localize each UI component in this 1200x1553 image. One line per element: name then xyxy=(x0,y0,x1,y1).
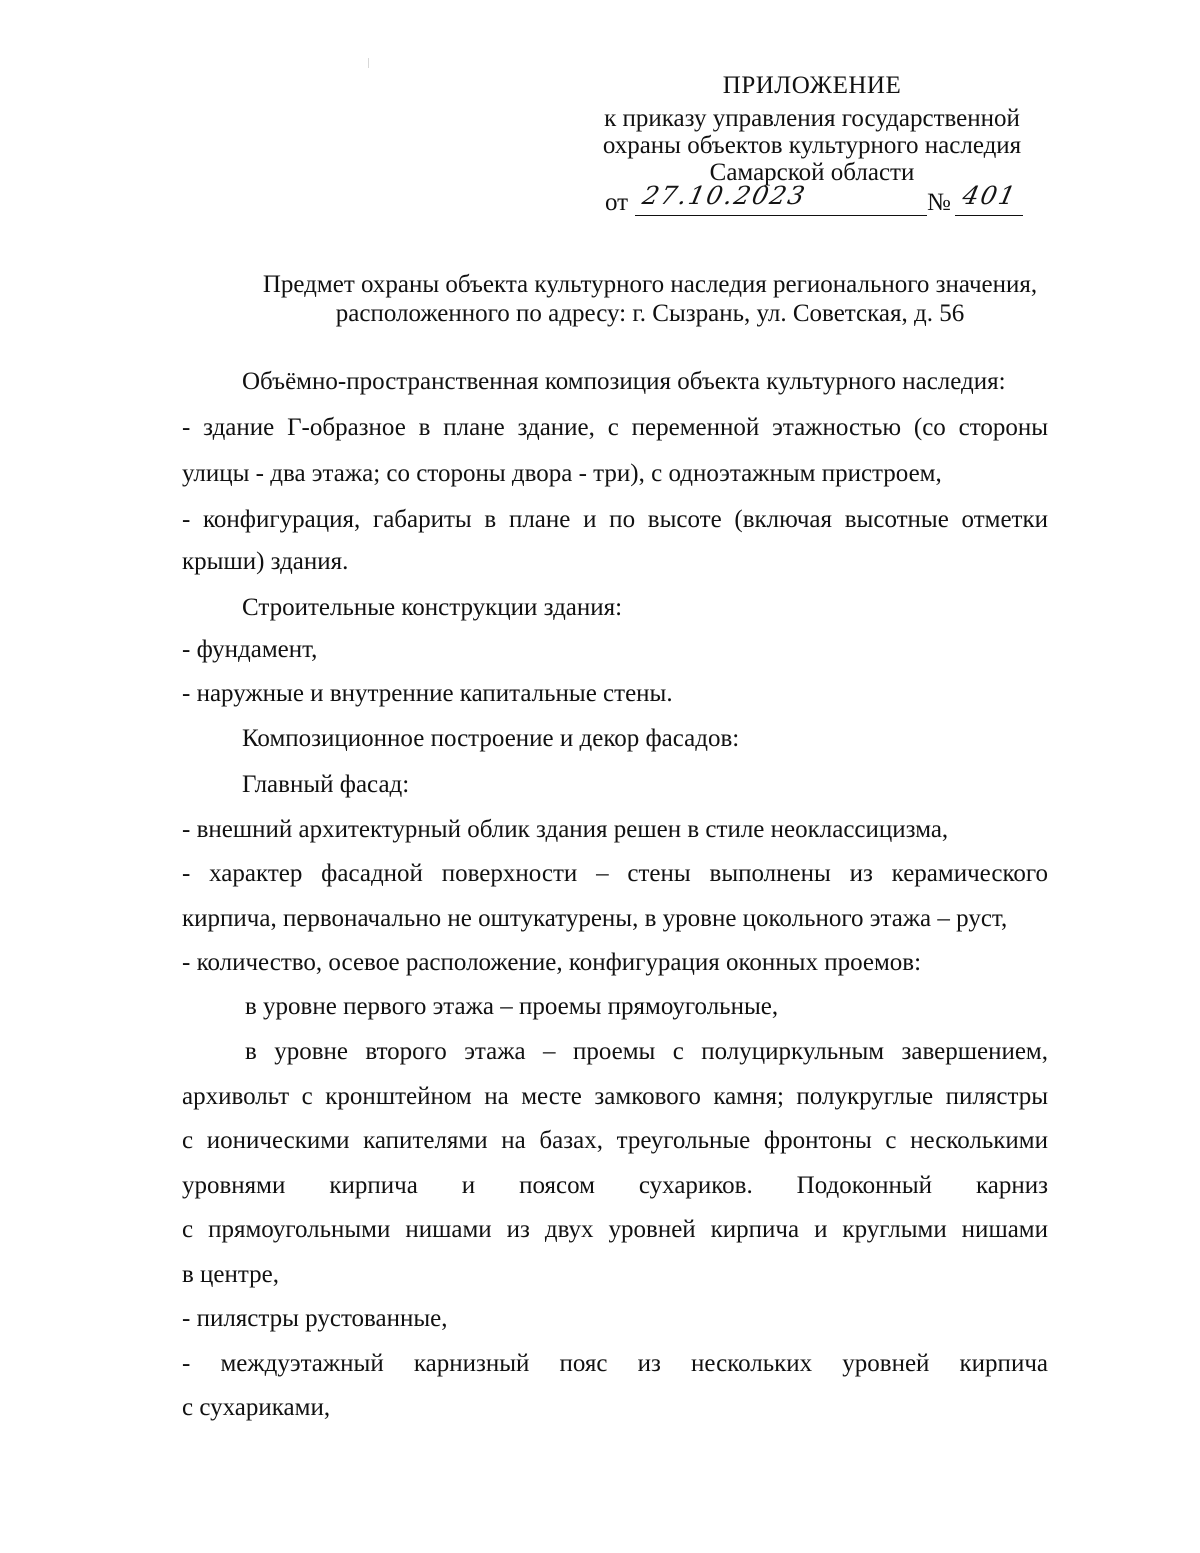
appendix-line-2: охраны объектов культурного наследия xyxy=(602,132,1022,159)
subheading-main-facade: Главный фасад: xyxy=(242,771,410,798)
subject-line-1: Предмет охраны объекта культурного наследия регионального значения, xyxy=(262,271,1038,298)
document-subject xyxy=(220,270,1080,328)
body-line: уровнями кирпича и поясом сухариков. Подоконный карниз xyxy=(182,1172,1048,1199)
appendix-header xyxy=(596,72,1028,186)
number-prefix: № xyxy=(927,189,951,216)
body-line: в центре, xyxy=(182,1261,279,1288)
section-heading-facades: Композиционное построение и декор фасадов: xyxy=(242,725,740,752)
number-field xyxy=(955,181,1023,216)
body-line: - здание Г-образное в плане здание, с переменной этажностью (со стороны xyxy=(182,414,1048,441)
handwritten-number: 401 xyxy=(959,181,1020,210)
body-line: крыши) здания. xyxy=(182,548,349,575)
body-line: - пилястры рустованные, xyxy=(182,1305,448,1332)
body-line: с ионическими капителями на базах, треугольные фронтоны с несколькими xyxy=(182,1127,1048,1154)
appendix-line-1: к приказу управления государственной xyxy=(604,105,1020,132)
subject-line-2: расположенного по адресу: г. Сызрань, ул. Советская, д. 56 xyxy=(335,300,965,327)
body-line: с сухариками, xyxy=(182,1394,331,1421)
appendix-line-3: Самарской области xyxy=(709,159,915,186)
body-line: - количество, осевое расположение, конфигурация оконных проемов: xyxy=(182,949,922,976)
date-field xyxy=(635,181,927,216)
body-line: - внешний архитектурный облик здания решен в стиле неоклассицизма, xyxy=(182,816,949,843)
body-line: - конфигурация, габариты в плане и по высоте (включая высотные отметки xyxy=(182,506,1048,533)
body-line: - междуэтажный карнизный пояс из нескольких уровней кирпича xyxy=(182,1350,1048,1377)
body-line: кирпича, первоначально не оштукатурены, в уровне цокольного этажа – руст, xyxy=(182,905,1008,932)
body-line: с прямоугольными нишами из двух уровней кирпича и круглыми нишами xyxy=(182,1216,1048,1243)
body-line: - наружные и внутренние капитальные стены. xyxy=(182,680,673,707)
scan-artifact xyxy=(368,58,369,68)
body-line: - фундамент, xyxy=(182,636,318,663)
section-heading-structures: Строительные конструкции здания: xyxy=(242,594,623,621)
appendix-title: ПРИЛОЖЕНИЕ xyxy=(722,72,902,99)
body-line: улицы - два этажа; со стороны двора - три), с одноэтажным пристроем, xyxy=(182,460,942,487)
body-line: архивольт с кронштейном на месте замкового камня; полукруглые пилястры xyxy=(182,1083,1048,1110)
handwritten-date: 27.10.2023 xyxy=(639,181,810,210)
body-line: в уровне первого этажа – проемы прямоугольные, xyxy=(245,993,779,1020)
body-line: в уровне второго этажа – проемы с полуциркульным завершением, xyxy=(245,1038,1048,1065)
body-line: - характер фасадной поверхности – стены выполнены из керамического xyxy=(182,860,1048,887)
order-date-number xyxy=(605,181,1025,217)
section-heading-volume: Объёмно-пространственная композиция объекта культурного наследия: xyxy=(242,368,1006,395)
date-prefix: от xyxy=(605,189,629,216)
